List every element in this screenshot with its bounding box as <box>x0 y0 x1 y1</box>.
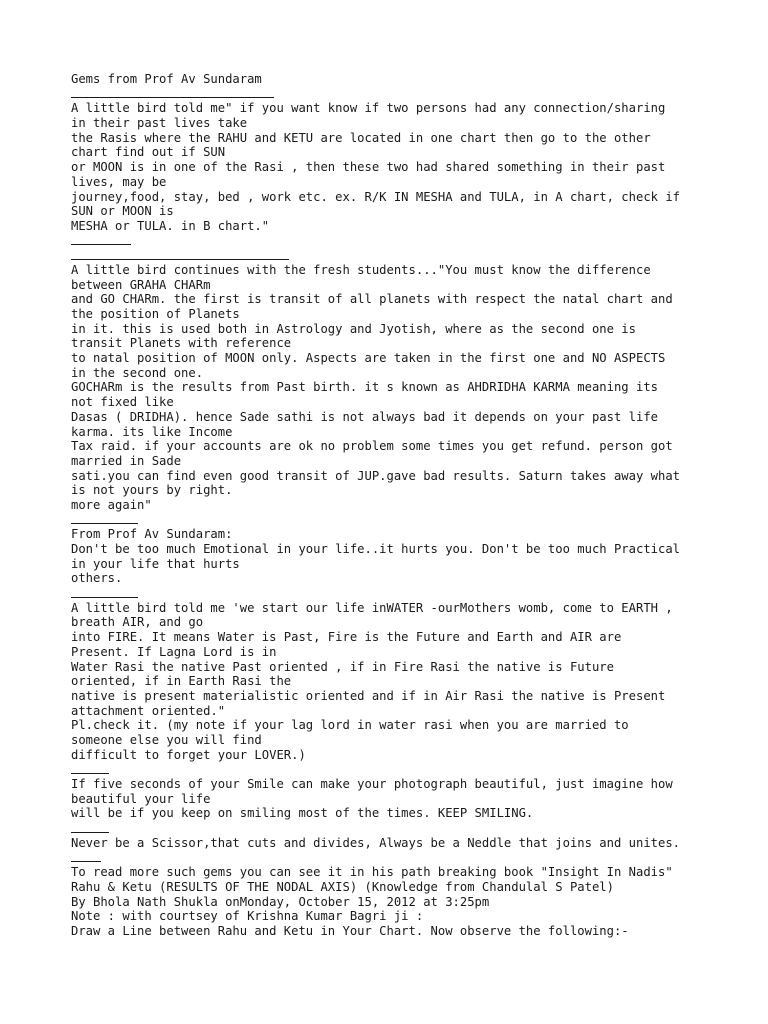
text-line: A little bird told me 'we start our life inWATER -ourMothers womb, come to EARTH , <box>71 600 673 615</box>
section-emotional-practical <box>71 527 751 586</box>
text-line: transit Planets with reference <box>71 336 292 351</box>
text-line: A little bird continues with the fresh students..."You must know the difference <box>71 262 651 277</box>
section-elements <box>71 601 751 763</box>
document-title: Gems from Prof Av Sundaram <box>71 72 262 86</box>
text-line: not fixed like <box>71 395 174 410</box>
text-line: karma. its like Income <box>71 424 233 439</box>
text-line: oriented, if in Earth Rasi the <box>71 674 292 689</box>
text-line: between GRAHA CHARm <box>71 277 211 292</box>
text-line: attachment oriented." <box>71 703 226 718</box>
section-divider <box>71 248 751 263</box>
text-line: Don't be too much Emotional in your life..it hurts you. Don't be too much Practical <box>71 542 681 556</box>
text-line: and GO CHARm. the first is transit of all planets with respect the natal chart and <box>71 292 673 307</box>
text-line: journey,food, stay, bed , work etc. ex. R/K IN MESHA and TULA, in A chart, check if <box>71 189 681 204</box>
text-line: SUN or MOON is <box>71 204 174 219</box>
text-line: difficult to forget your LOVER.) <box>71 747 306 762</box>
text-line: Draw a Line between Rahu and Ketu in Your Chart. Now observe the following:- <box>71 923 629 938</box>
text-line: GOCHARm is the results from Past birth. it s known as AHDRIDHA KARMA meaning its <box>71 380 658 395</box>
section-divider <box>71 513 751 528</box>
text-line: in your life that hurts <box>71 556 240 571</box>
section-gochar <box>71 263 751 513</box>
text-line: will be if you keep on smiling most of the times. KEEP SMILING. <box>71 806 534 821</box>
text-line: From Prof Av Sundaram: <box>71 527 233 542</box>
text-line: Present. If Lagna Lord is in <box>71 644 277 659</box>
text-line: in the second one. <box>71 365 204 380</box>
text-line: Dasas ( DRIDHA). hence Sade sathi is not always bad it depends on your past life <box>71 409 658 424</box>
text-line: in it. this is used both in Astrology and Jyotish, where as the second one is <box>71 321 636 336</box>
text-line: beautiful your life <box>71 791 211 806</box>
text-line: to natal position of MOON only. Aspects are taken in the first one and NO ASPECTS <box>71 351 666 366</box>
text-line: Tax raid. if your accounts are ok no problem some times you get refund. person got <box>71 439 673 454</box>
text-line: or MOON is in one of the Rasi , then these two had shared something in their past <box>71 160 666 175</box>
text-line: Note : with courtsey of Krishna Kumar Bagri ji : <box>71 909 424 924</box>
section-divider <box>71 850 751 865</box>
text-line: in their past lives take <box>71 116 248 131</box>
text-line: chart find out if SUN <box>71 145 226 160</box>
section-smile <box>71 777 751 821</box>
text-line: is not yours by right. <box>71 483 233 498</box>
text-line: Water Rasi the native Past oriented , if in Fire Rasi the native is Future <box>71 659 614 674</box>
text-line: lives, may be <box>71 174 167 189</box>
text-line: the position of Planets <box>71 307 240 321</box>
text-line: MESHA or TULA. in B chart." <box>71 218 270 233</box>
document-body <box>71 72 751 939</box>
text-line: If five seconds of your Smile can make your photograph beautiful, just imagine how <box>71 777 673 791</box>
section-divider <box>71 762 751 777</box>
section-divider <box>71 586 751 601</box>
text-line: A little bird told me" if you want know if two persons had any connection/sharing <box>71 101 666 116</box>
text-line: someone else you will find <box>71 732 262 747</box>
section-book-reference <box>71 865 751 938</box>
text-line: breath AIR, and go <box>71 615 204 630</box>
text-line: Never be a Scissor,that cuts and divides, Always be a Neddle that joins and unites. <box>71 835 681 850</box>
text-line: more again" <box>71 497 152 512</box>
section-divider <box>71 234 751 249</box>
text-line: the Rasis where the RAHU and KETU are located in one chart then go to the other <box>71 130 651 145</box>
section-rahu-ketu-connection <box>71 101 751 233</box>
section-divider <box>71 821 751 836</box>
text-line: To read more such gems you can see it in his path breaking book "Insight In Nadis" <box>71 865 673 880</box>
section-scissor-needle <box>71 836 751 851</box>
text-line: native is present materialistic oriented and if in Air Rasi the native is Present <box>71 688 666 703</box>
text-line: Rahu & Ketu (RESULTS OF THE NODAL AXIS) (Knowledge from Chandulal S Patel) <box>71 879 614 894</box>
text-line: married in Sade <box>71 453 182 468</box>
text-line: sati.you can find even good transit of JUP.gave bad results. Saturn takes away what <box>71 468 681 483</box>
text-line: into FIRE. It means Water is Past, Fire is the Future and Earth and AIR are <box>71 630 622 645</box>
section-divider <box>71 87 751 102</box>
text-line: others. <box>71 571 123 586</box>
text-line: Pl.check it. (my note if your lag lord in water rasi when you are married to <box>71 718 629 733</box>
text-line: By Bhola Nath Shukla onMonday, October 15, 2012 at 3:25pm <box>71 894 490 909</box>
